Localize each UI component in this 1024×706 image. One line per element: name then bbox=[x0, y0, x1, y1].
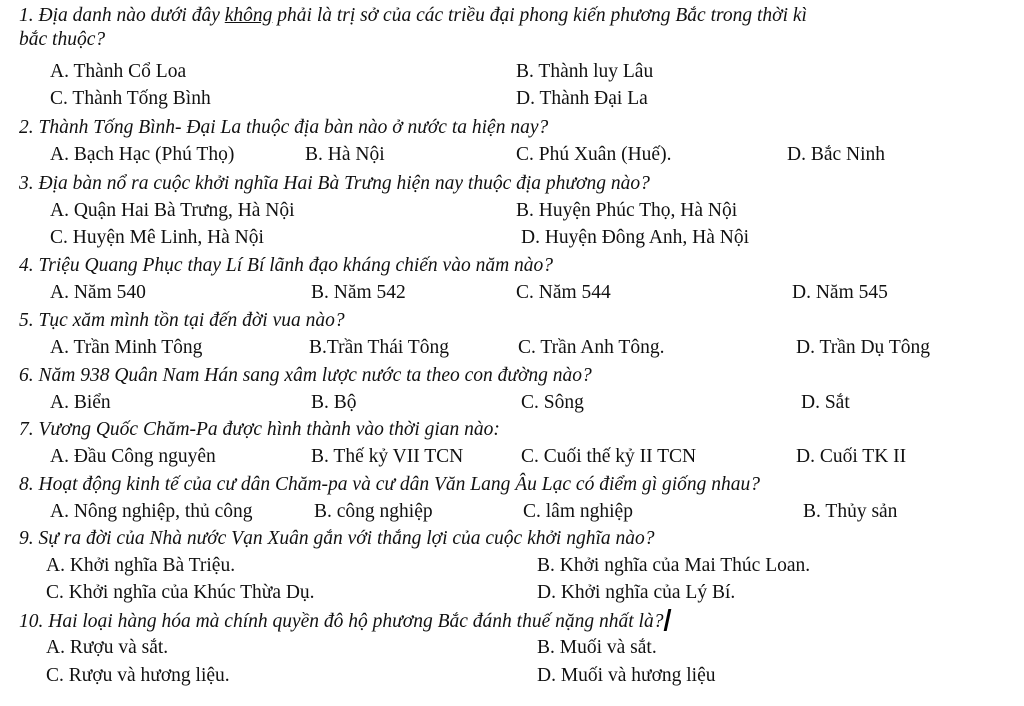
question-1-text-start: 1. Địa danh nào dưới đây bbox=[19, 5, 225, 26]
question-5-option-c: C. Trần Anh Tông. bbox=[518, 337, 665, 358]
question-8: 8. Hoạt động kinh tế của cư dân Chăm-pa và cư dân Văn Lang Âu Lạc có điểm gì giống nhau? bbox=[19, 474, 761, 495]
question-9: 9. Sự ra đời của Nhà nước Vạn Xuân gắn với thắng lợi của cuộc khởi nghĩa nào? bbox=[19, 528, 655, 549]
question-9-option-d: D. Khởi nghĩa của Lý Bí. bbox=[537, 582, 736, 603]
question-3: 3. Địa bàn nổ ra cuộc khởi nghĩa Hai Bà Trưng hiện nay thuộc địa phương nào? bbox=[19, 173, 650, 194]
text-cursor bbox=[664, 609, 672, 631]
question-1-option-d: D. Thành Đại La bbox=[516, 88, 648, 109]
question-9-option-a: A. Khởi nghĩa Bà Triệu. bbox=[46, 555, 236, 576]
question-7-option-d: D. Cuối TK II bbox=[796, 446, 907, 467]
question-9-option-b: B. Khởi nghĩa của Mai Thúc Loan. bbox=[537, 555, 811, 576]
question-7-option-b: B. Thế kỷ VII TCN bbox=[311, 446, 464, 467]
question-3-option-a: A. Quận Hai Bà Trưng, Hà Nội bbox=[50, 200, 295, 221]
question-1-text-end: phải là trị sở của các triều đại phong kiến phương Bắc trong thời kì bbox=[272, 5, 807, 26]
question-10 bbox=[19, 609, 669, 634]
question-7: 7. Vương Quốc Chăm-Pa được hình thành vào thời gian nào: bbox=[19, 419, 500, 440]
question-6-option-a: A. Biển bbox=[50, 392, 111, 413]
question-2-option-d: D. Bắc Ninh bbox=[787, 144, 886, 165]
question-8-option-d: B. Thủy sản bbox=[803, 501, 898, 522]
question-1-underlined-word: không bbox=[224, 5, 273, 26]
question-1 bbox=[19, 4, 807, 50]
question-3-option-b: B. Huyện Phúc Thọ, Hà Nội bbox=[516, 200, 738, 221]
question-3-option-d: D. Huyện Đông Anh, Hà Nội bbox=[521, 227, 750, 248]
question-1-option-c: C. Thành Tống Bình bbox=[50, 88, 211, 109]
question-8-option-a: A. Nông nghiệp, thủ công bbox=[50, 501, 253, 522]
question-10-option-b: B. Muối và sắt. bbox=[537, 637, 657, 658]
question-3-option-c: C. Huyện Mê Linh, Hà Nội bbox=[50, 227, 264, 248]
question-7-option-a: A. Đầu Công nguyên bbox=[50, 446, 216, 467]
question-8-option-c: C. lâm nghiệp bbox=[523, 501, 633, 522]
question-10-option-a: A. Rượu và sắt. bbox=[46, 637, 169, 658]
question-4-option-b: B. Năm 542 bbox=[311, 282, 406, 303]
question-4-option-d: D. Năm 545 bbox=[792, 282, 888, 303]
question-5: 5. Tục xăm mình tồn tại đến đời vua nào? bbox=[19, 310, 345, 331]
question-5-option-d: D. Trần Dụ Tông bbox=[796, 337, 930, 358]
question-10-option-c: C. Rượu và hương liệu. bbox=[46, 665, 230, 686]
question-6-option-d: D. Sắt bbox=[801, 392, 850, 413]
question-2: 2. Thành Tống Bình- Đại La thuộc địa bàn nào ở nước ta hiện nay? bbox=[19, 117, 549, 138]
question-6-option-b: B. Bộ bbox=[311, 392, 357, 413]
question-10-text: 10. Hai loại hàng hóa mà chính quyền đô hộ phương Bắc đánh thuế nặng nhất là? bbox=[19, 611, 664, 632]
question-4-option-c: C. Năm 544 bbox=[516, 282, 611, 303]
question-8-option-b: B. công nghiệp bbox=[314, 501, 433, 522]
question-1-text-wrap: bắc thuộc? bbox=[19, 29, 106, 50]
question-2-option-c: C. Phú Xuân (Huế). bbox=[516, 144, 672, 165]
question-1-option-b: B. Thành luy Lâu bbox=[516, 61, 654, 82]
question-4-option-a: A. Năm 540 bbox=[50, 282, 146, 303]
question-10-option-d: D. Muối và hương liệu bbox=[537, 665, 716, 686]
question-2-option-a: A. Bạch Hạc (Phú Thọ) bbox=[50, 144, 235, 165]
question-5-option-b: B.Trần Thái Tông bbox=[309, 337, 449, 358]
question-2-option-b: B. Hà Nội bbox=[305, 144, 385, 165]
question-4: 4. Triệu Quang Phục thay Lí Bí lãnh đạo kháng chiến vào năm nào? bbox=[19, 255, 554, 276]
question-6-option-c: C. Sông bbox=[521, 392, 584, 413]
question-1-option-a: A. Thành Cổ Loa bbox=[50, 61, 187, 82]
question-5-option-a: A. Trần Minh Tông bbox=[50, 337, 203, 358]
question-9-option-c: C. Khởi nghĩa của Khúc Thừa Dụ. bbox=[46, 582, 315, 603]
question-7-option-c: C. Cuối thế kỷ II TCN bbox=[521, 446, 697, 467]
question-6: 6. Năm 938 Quân Nam Hán sang xâm lược nước ta theo con đường nào? bbox=[19, 365, 592, 386]
